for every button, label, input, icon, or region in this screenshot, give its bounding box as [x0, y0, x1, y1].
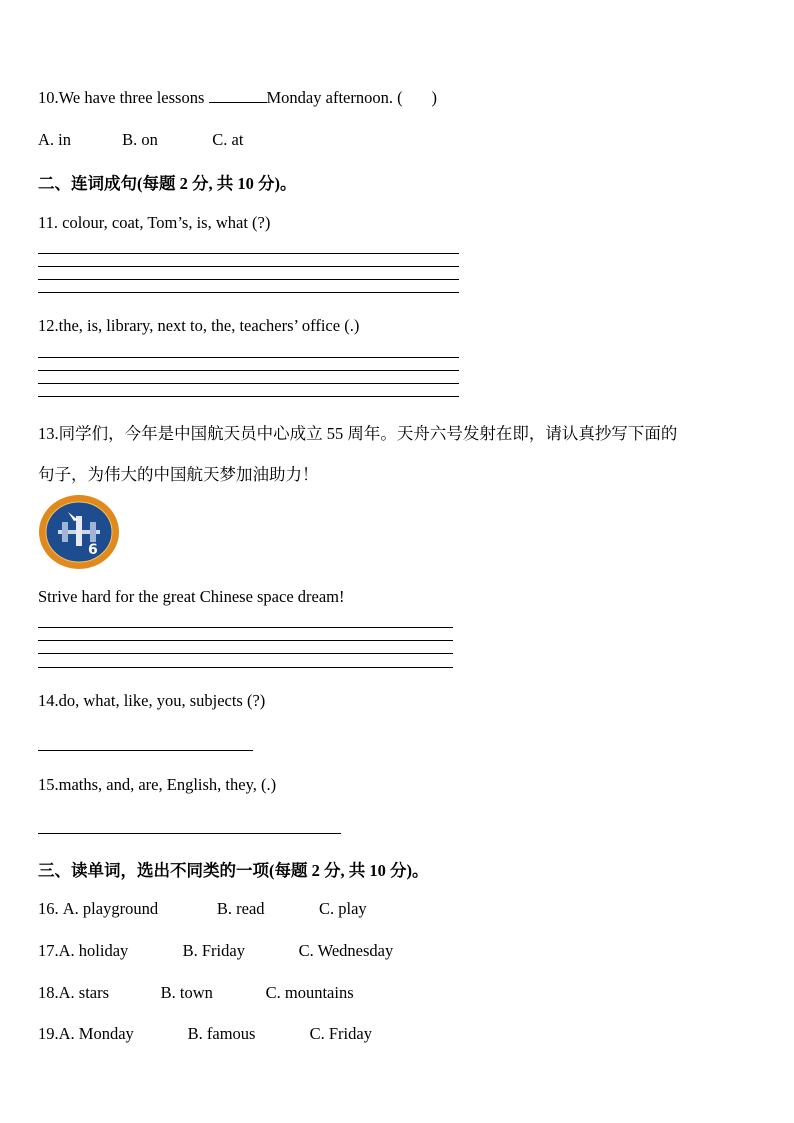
answer-parentheses[interactable]: ( )	[397, 88, 437, 107]
question-16	[38, 899, 367, 919]
question-number: 16.	[38, 899, 59, 918]
option-a[interactable]: A. Monday	[58, 1024, 134, 1043]
question-number: 10.	[38, 88, 59, 107]
writing-line[interactable]	[38, 383, 459, 384]
question-number: 19.	[38, 1024, 59, 1043]
question-number: 18.	[38, 983, 59, 1002]
option-a[interactable]: A. stars	[58, 983, 110, 1002]
question-12: 12.the, is, library, next to, the, teachers’ office (.)	[38, 316, 360, 335]
writing-line[interactable]	[38, 396, 459, 397]
option-a[interactable]: A. in	[38, 130, 71, 149]
question-15: 15.maths, and, are, English, they, (.)	[38, 775, 277, 794]
option-b[interactable]: B. town	[160, 983, 213, 1002]
question-14: 14.do, what, like, you, subjects (?)	[38, 691, 266, 710]
writing-line[interactable]	[38, 266, 459, 267]
option-b[interactable]: B. famous	[187, 1024, 256, 1043]
question-13-line-2: 句子，为伟大的中国航天梦加油助力！	[38, 465, 319, 484]
question-text-after: Monday afternoon.	[266, 88, 393, 107]
writing-line[interactable]	[38, 357, 459, 358]
option-c[interactable]: C. at	[212, 130, 244, 149]
writing-line[interactable]	[38, 370, 459, 371]
question-18	[38, 983, 354, 1003]
writing-line[interactable]	[38, 653, 453, 654]
question-10	[38, 88, 437, 108]
writing-line[interactable]	[38, 292, 459, 293]
option-b[interactable]: B. Friday	[182, 941, 245, 960]
question-13-line-1: 13.同学们，今年是中国航天员中心成立 55 周年。天舟六号发射在即，请认真抄写下面的	[38, 424, 678, 443]
answer-line[interactable]	[38, 750, 253, 751]
logo-numeral: 6	[88, 542, 98, 558]
question-17	[38, 941, 393, 961]
option-b[interactable]: B. read	[216, 899, 265, 918]
option-c[interactable]: C. mountains	[265, 983, 354, 1002]
option-a[interactable]: A. playground	[62, 899, 159, 918]
option-c[interactable]: C. Wednesday	[298, 941, 394, 960]
writing-line[interactable]	[38, 640, 453, 641]
option-b[interactable]: B. on	[122, 130, 158, 149]
writing-line[interactable]	[38, 627, 453, 628]
answer-blank[interactable]	[209, 88, 267, 103]
option-a[interactable]: A. holiday	[58, 941, 129, 960]
section-2-title: 二、连词成句(每题 2 分, 共 10 分)。	[38, 174, 297, 193]
section-3-title: 三、读单词，选出不同类的一项(每题 2 分, 共 10 分)。	[38, 861, 429, 880]
question-number: 17.	[38, 941, 59, 960]
question-11: 11. colour, coat, Tom’s, is, what (?)	[38, 213, 271, 232]
question-13-sentence: Strive hard for the great Chinese space dream!	[38, 587, 345, 606]
writing-line[interactable]	[38, 279, 459, 280]
answer-line[interactable]	[38, 833, 341, 834]
tianzhou-6-mission-emblem	[38, 494, 120, 570]
question-text-before: We have three lessons	[58, 88, 205, 107]
question-19	[38, 1024, 372, 1044]
option-c[interactable]: C. play	[319, 899, 367, 918]
option-c[interactable]: C. Friday	[309, 1024, 372, 1043]
writing-line[interactable]	[38, 667, 453, 668]
question-10-options	[38, 130, 243, 150]
writing-line[interactable]	[38, 253, 459, 254]
